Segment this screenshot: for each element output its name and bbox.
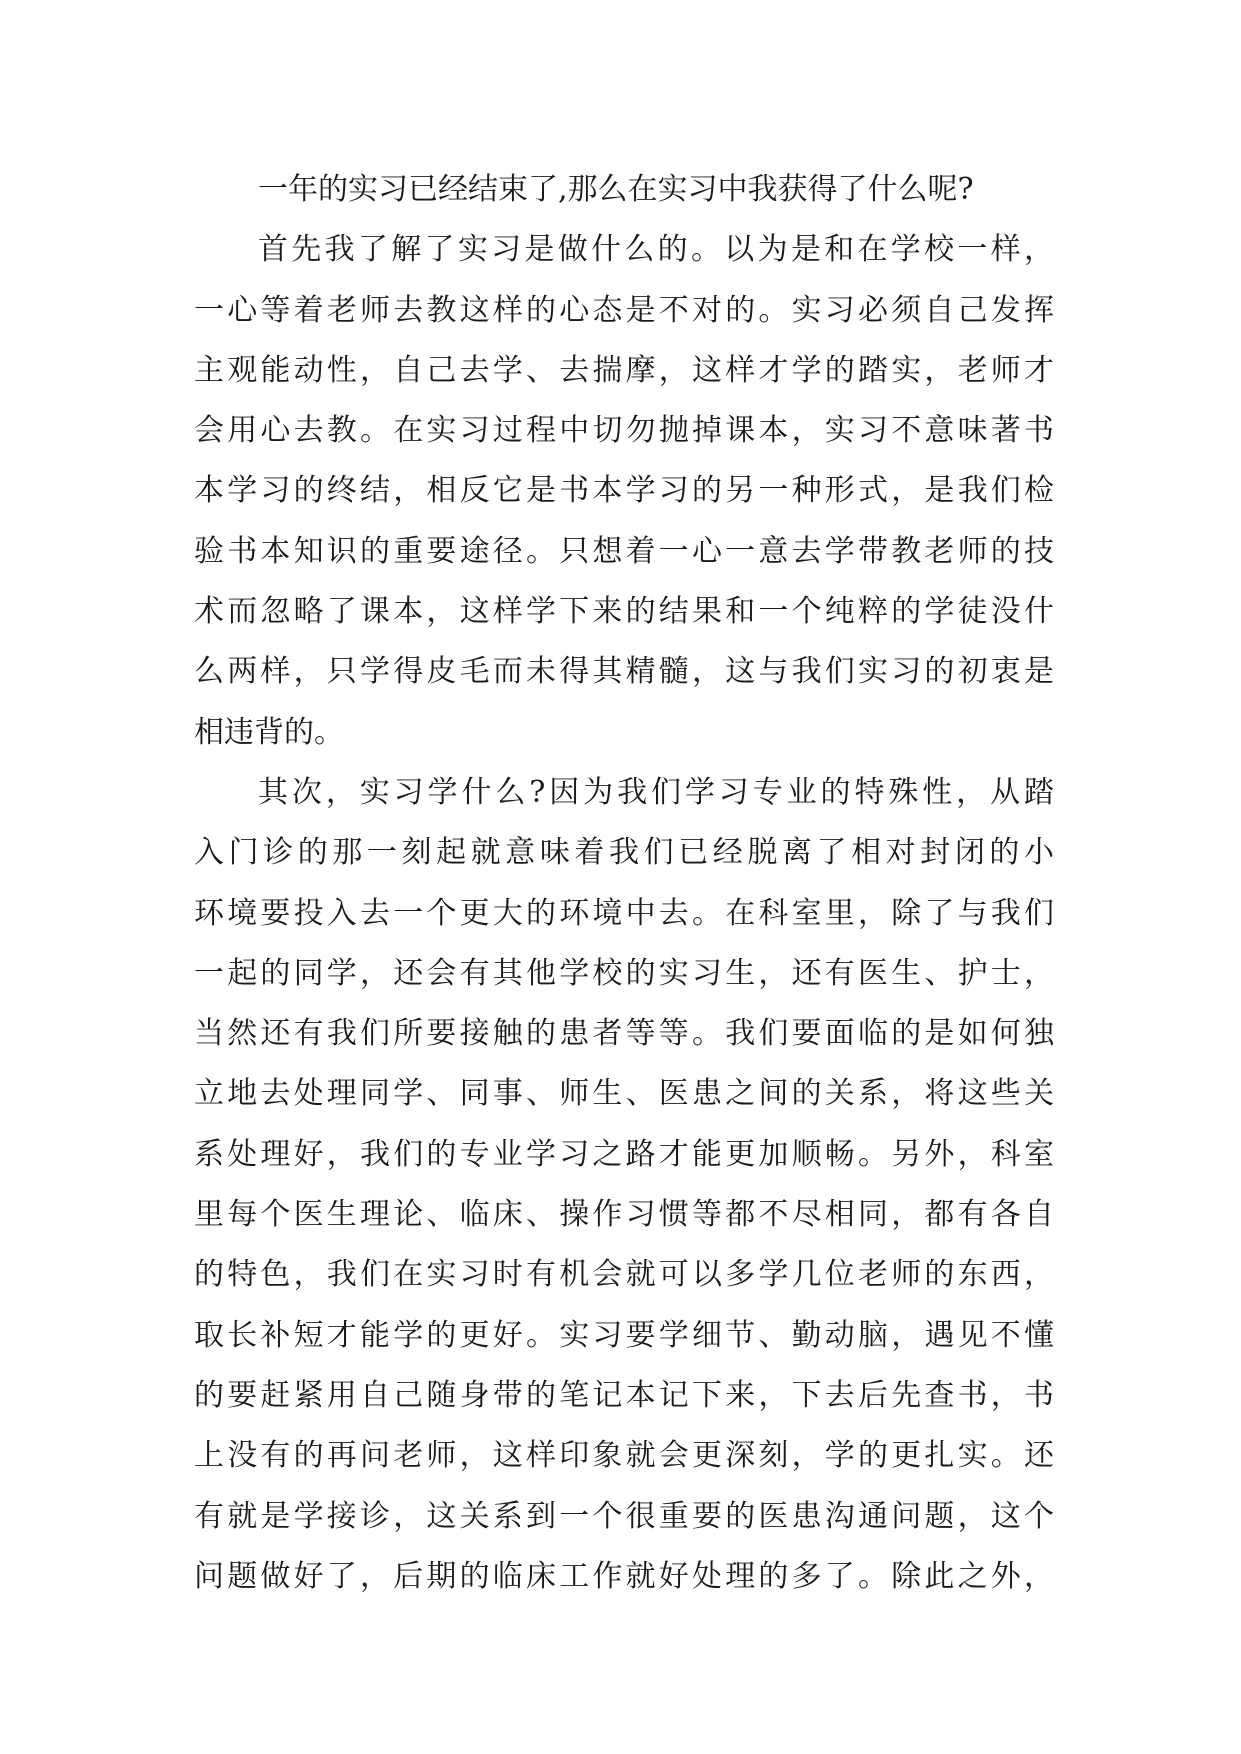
text-line: 里每个医生理论、临床、操作习惯等都不尽相同，都有各自	[194, 1197, 1054, 1233]
body-text	[194, 160, 1054, 1607]
text-line: 相违背的。	[194, 714, 344, 750]
text-line: 一起的同学，还会有其他学校的实习生，还有医生、护士，	[194, 955, 1054, 991]
text-line: 首先我了解了实习是做什么的。以为是和在学校一样，	[258, 232, 1054, 268]
text-line: 会用心去教。在实习过程中切勿抛掉课本，实习不意味著书	[194, 413, 1054, 449]
text-line: 主观能动性，自己去学、去揣摩，这样才学的踏实，老师才	[194, 352, 1054, 388]
text-line: 本学习的终结，相反它是书本学习的另一种形式，是我们检	[194, 473, 1054, 509]
text-line: 验书本知识的重要途径。只想着一心一意去学带教老师的技	[194, 533, 1054, 569]
text-line: 上没有的再问老师，这样印象就会更深刻，学的更扎实。还	[194, 1438, 1054, 1474]
text-line: 系处理好，我们的专业学习之路才能更加顺畅。另外，科室	[194, 1136, 1054, 1172]
text-line: 一年的实习已经结束了,那么在实习中我获得了什么呢?	[258, 172, 974, 207]
text-line: 的特色，我们在实习时有机会就可以多学几位老师的东西，	[194, 1257, 1054, 1293]
text-line: 的要赶紧用自己随身带的笔记本记下来，下去后先查书，书	[194, 1377, 1054, 1413]
text-line: 术而忽略了课本，这样学下来的结果和一个纯粹的学徒没什	[194, 594, 1054, 630]
text-line: 问题做好了，后期的临床工作就好处理的多了。除此之外，	[194, 1558, 1054, 1594]
text-line: 环境要投入去一个更大的环境中去。在科室里，除了与我们	[194, 895, 1054, 931]
text-line: 一心等着老师去教这样的心态是不对的。实习必须自己发挥	[194, 292, 1054, 328]
text-line: 有就是学接诊，这关系到一个很重要的医患沟通问题，这个	[194, 1498, 1054, 1534]
text-line: 么两样，只学得皮毛而未得其精髓，这与我们实习的初衷是	[194, 654, 1054, 690]
text-line: 入门诊的那一刻起就意味着我们已经脱离了相对封闭的小	[194, 835, 1054, 871]
text-line: 当然还有我们所要接触的患者等等。我们要面临的是如何独	[194, 1016, 1054, 1052]
text-line: 取长补短才能学的更好。实习要学细节、勤动脑，遇见不懂	[194, 1317, 1054, 1353]
text-line: 立地去处理同学、同事、师生、医患之间的关系，将这些关	[194, 1076, 1054, 1112]
text-line: 其次，实习学什么?因为我们学习专业的特殊性，从踏	[258, 774, 1054, 810]
